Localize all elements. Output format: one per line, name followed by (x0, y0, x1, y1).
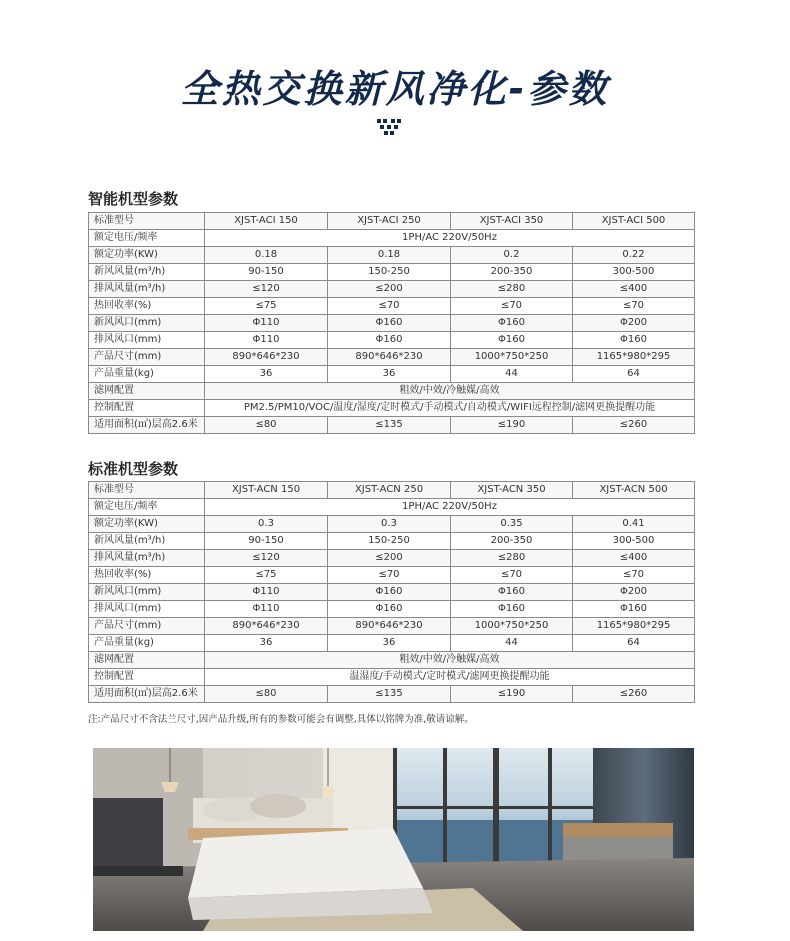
row-label: 新风风口(mm) (89, 584, 205, 601)
value-cell: ≤200 (328, 281, 451, 298)
model-name-cell: XJST-ACI 250 (328, 213, 451, 230)
value-cell: ≤120 (205, 281, 328, 298)
value-cell: Φ160 (328, 332, 451, 349)
table-row (89, 686, 695, 703)
value-cell: Φ160 (451, 315, 573, 332)
value-cell: 0.3 (205, 516, 328, 533)
table-row (89, 417, 695, 434)
value-cell: ≤120 (205, 550, 328, 567)
value-cell: ≤280 (451, 281, 573, 298)
table-row (89, 533, 695, 550)
value-cell: ≤200 (328, 550, 451, 567)
value-cell: 36 (328, 366, 451, 383)
row-label: 排风风口(mm) (89, 601, 205, 618)
model-name-cell: XJST-ACN 350 (451, 482, 573, 499)
value-cell: Φ110 (205, 601, 328, 618)
table-row (89, 383, 695, 400)
value-cell: 64 (573, 366, 695, 383)
row-label: 控制配置 (89, 400, 205, 417)
value-cell: ≤70 (328, 298, 451, 315)
value-cell: Φ160 (328, 315, 451, 332)
value-cell: 890*646*230 (205, 618, 328, 635)
value-cell: 44 (451, 635, 573, 652)
table-row (89, 230, 695, 247)
table-row (89, 550, 695, 567)
row-label: 标准型号 (89, 482, 205, 499)
row-label: 适用面积(㎡)层高2.6米 (89, 686, 205, 703)
row-label: 控制配置 (89, 669, 205, 686)
value-cell: 36 (205, 635, 328, 652)
value-cell: ≤70 (573, 567, 695, 584)
table-row (89, 264, 695, 281)
smart-section-heading: 智能机型参数 (88, 190, 179, 208)
row-label: 热回收率(%) (89, 567, 205, 584)
value-cell: ≤80 (205, 686, 328, 703)
value-cell: ≤70 (451, 298, 573, 315)
value-cell: ≤400 (573, 550, 695, 567)
value-cell: ≤190 (451, 417, 573, 434)
bedroom-photo (93, 748, 694, 931)
value-cell: ≤135 (328, 686, 451, 703)
table-row (89, 669, 695, 686)
value-cell: ≤70 (328, 567, 451, 584)
smart-spec-table (88, 212, 695, 434)
value-cell: 300-500 (573, 264, 695, 281)
value-cell: ≤80 (205, 417, 328, 434)
value-cell: 1000*750*250 (451, 349, 573, 366)
table-row (89, 652, 695, 669)
row-label: 新风风量(m³/h) (89, 533, 205, 550)
table-row (89, 635, 695, 652)
value-cell: ≤260 (573, 417, 695, 434)
brand-mark-icon (376, 118, 402, 138)
table-row (89, 618, 695, 635)
table-row (89, 349, 695, 366)
value-cell: 1000*750*250 (451, 618, 573, 635)
table-row (89, 366, 695, 383)
value-cell: 0.22 (573, 247, 695, 264)
value-cell: Φ160 (451, 601, 573, 618)
value-cell: ≤400 (573, 281, 695, 298)
value-cell: Φ110 (205, 315, 328, 332)
value-cell: ≤75 (205, 298, 328, 315)
value-cell: 0.41 (573, 516, 695, 533)
table-row (89, 584, 695, 601)
value-cell: 44 (451, 366, 573, 383)
value-cell: 1PH/AC 220V/50Hz (205, 499, 695, 516)
value-cell: Φ160 (451, 584, 573, 601)
row-label: 排风风量(m³/h) (89, 550, 205, 567)
row-label: 排风风口(mm) (89, 332, 205, 349)
table-row (89, 281, 695, 298)
value-cell: 0.35 (451, 516, 573, 533)
value-cell: 200-350 (451, 264, 573, 281)
value-cell: Φ200 (573, 315, 695, 332)
value-cell: Φ110 (205, 332, 328, 349)
value-cell: 36 (205, 366, 328, 383)
row-label: 产品尺寸(mm) (89, 349, 205, 366)
value-cell: 36 (328, 635, 451, 652)
value-cell: 1165*980*295 (573, 349, 695, 366)
value-cell: ≤70 (451, 567, 573, 584)
value-cell: 0.18 (205, 247, 328, 264)
row-label: 滤网配置 (89, 652, 205, 669)
row-label: 额定功率(KW) (89, 516, 205, 533)
model-name-cell: XJST-ACI 150 (205, 213, 328, 230)
value-cell: ≤135 (328, 417, 451, 434)
value-cell: ≤260 (573, 686, 695, 703)
table-row (89, 567, 695, 584)
value-cell: Φ160 (328, 584, 451, 601)
row-label: 额定电压/频率 (89, 499, 205, 516)
value-cell: 890*646*230 (205, 349, 328, 366)
value-cell: 890*646*230 (328, 349, 451, 366)
value-cell: Φ160 (451, 332, 573, 349)
table-row (89, 332, 695, 349)
standard-section-heading: 标准机型参数 (88, 460, 179, 478)
value-cell: Φ200 (573, 584, 695, 601)
value-cell: Φ160 (328, 601, 451, 618)
value-cell: 0.2 (451, 247, 573, 264)
row-label: 标准型号 (89, 213, 205, 230)
value-cell: 300-500 (573, 533, 695, 550)
table-row (89, 516, 695, 533)
row-label: 新风风量(m³/h) (89, 264, 205, 281)
model-name-cell: XJST-ACN 250 (328, 482, 451, 499)
model-name-cell: XJST-ACI 500 (573, 213, 695, 230)
value-cell: 90-150 (205, 533, 328, 550)
table-row (89, 247, 695, 264)
row-label: 产品尺寸(mm) (89, 618, 205, 635)
disclaimer-note: 注:产品尺寸不含法兰尺寸,因产品升级,所有的参数可能会有调整,具体以铭牌为准,敬请谅解。 (88, 714, 474, 725)
value-cell: PM2.5/PM10/VOC/温度/湿度/定时模式/手动模式/自动模式/WIFI远程控制/滤网更换提醒功能 (205, 400, 695, 417)
table-row (89, 400, 695, 417)
table-row (89, 315, 695, 332)
table-row (89, 298, 695, 315)
value-cell: 0.18 (328, 247, 451, 264)
value-cell: 温湿度/手动模式/定时模式/滤网更换提醒功能 (205, 669, 695, 686)
value-cell: Φ160 (573, 332, 695, 349)
value-cell: 200-350 (451, 533, 573, 550)
row-label: 产品重量(kg) (89, 366, 205, 383)
value-cell: 粗效/中效/冷触媒/高效 (205, 652, 695, 669)
value-cell: 1165*980*295 (573, 618, 695, 635)
page-title: 全热交换新风净化-参数 (180, 67, 610, 111)
table-header-row (89, 213, 695, 230)
table-header-row (89, 482, 695, 499)
value-cell: ≤70 (573, 298, 695, 315)
value-cell: 64 (573, 635, 695, 652)
value-cell: ≤190 (451, 686, 573, 703)
value-cell: Φ110 (205, 584, 328, 601)
value-cell: 1PH/AC 220V/50Hz (205, 230, 695, 247)
value-cell: 890*646*230 (328, 618, 451, 635)
table-row (89, 499, 695, 516)
value-cell: Φ160 (573, 601, 695, 618)
table-row (89, 601, 695, 618)
value-cell: ≤75 (205, 567, 328, 584)
value-cell: 90-150 (205, 264, 328, 281)
row-label: 产品重量(kg) (89, 635, 205, 652)
standard-spec-table (88, 481, 695, 703)
row-label: 额定电压/频率 (89, 230, 205, 247)
row-label: 滤网配置 (89, 383, 205, 400)
value-cell: 0.3 (328, 516, 451, 533)
value-cell: ≤280 (451, 550, 573, 567)
row-label: 排风风量(m³/h) (89, 281, 205, 298)
row-label: 新风风口(mm) (89, 315, 205, 332)
model-name-cell: XJST-ACN 500 (573, 482, 695, 499)
value-cell: 粗效/中效/冷触媒/高效 (205, 383, 695, 400)
row-label: 热回收率(%) (89, 298, 205, 315)
model-name-cell: XJST-ACN 150 (205, 482, 328, 499)
value-cell: 150-250 (328, 264, 451, 281)
model-name-cell: XJST-ACI 350 (451, 213, 573, 230)
row-label: 额定功率(KW) (89, 247, 205, 264)
row-label: 适用面积(㎡)层高2.6米 (89, 417, 205, 434)
value-cell: 150-250 (328, 533, 451, 550)
